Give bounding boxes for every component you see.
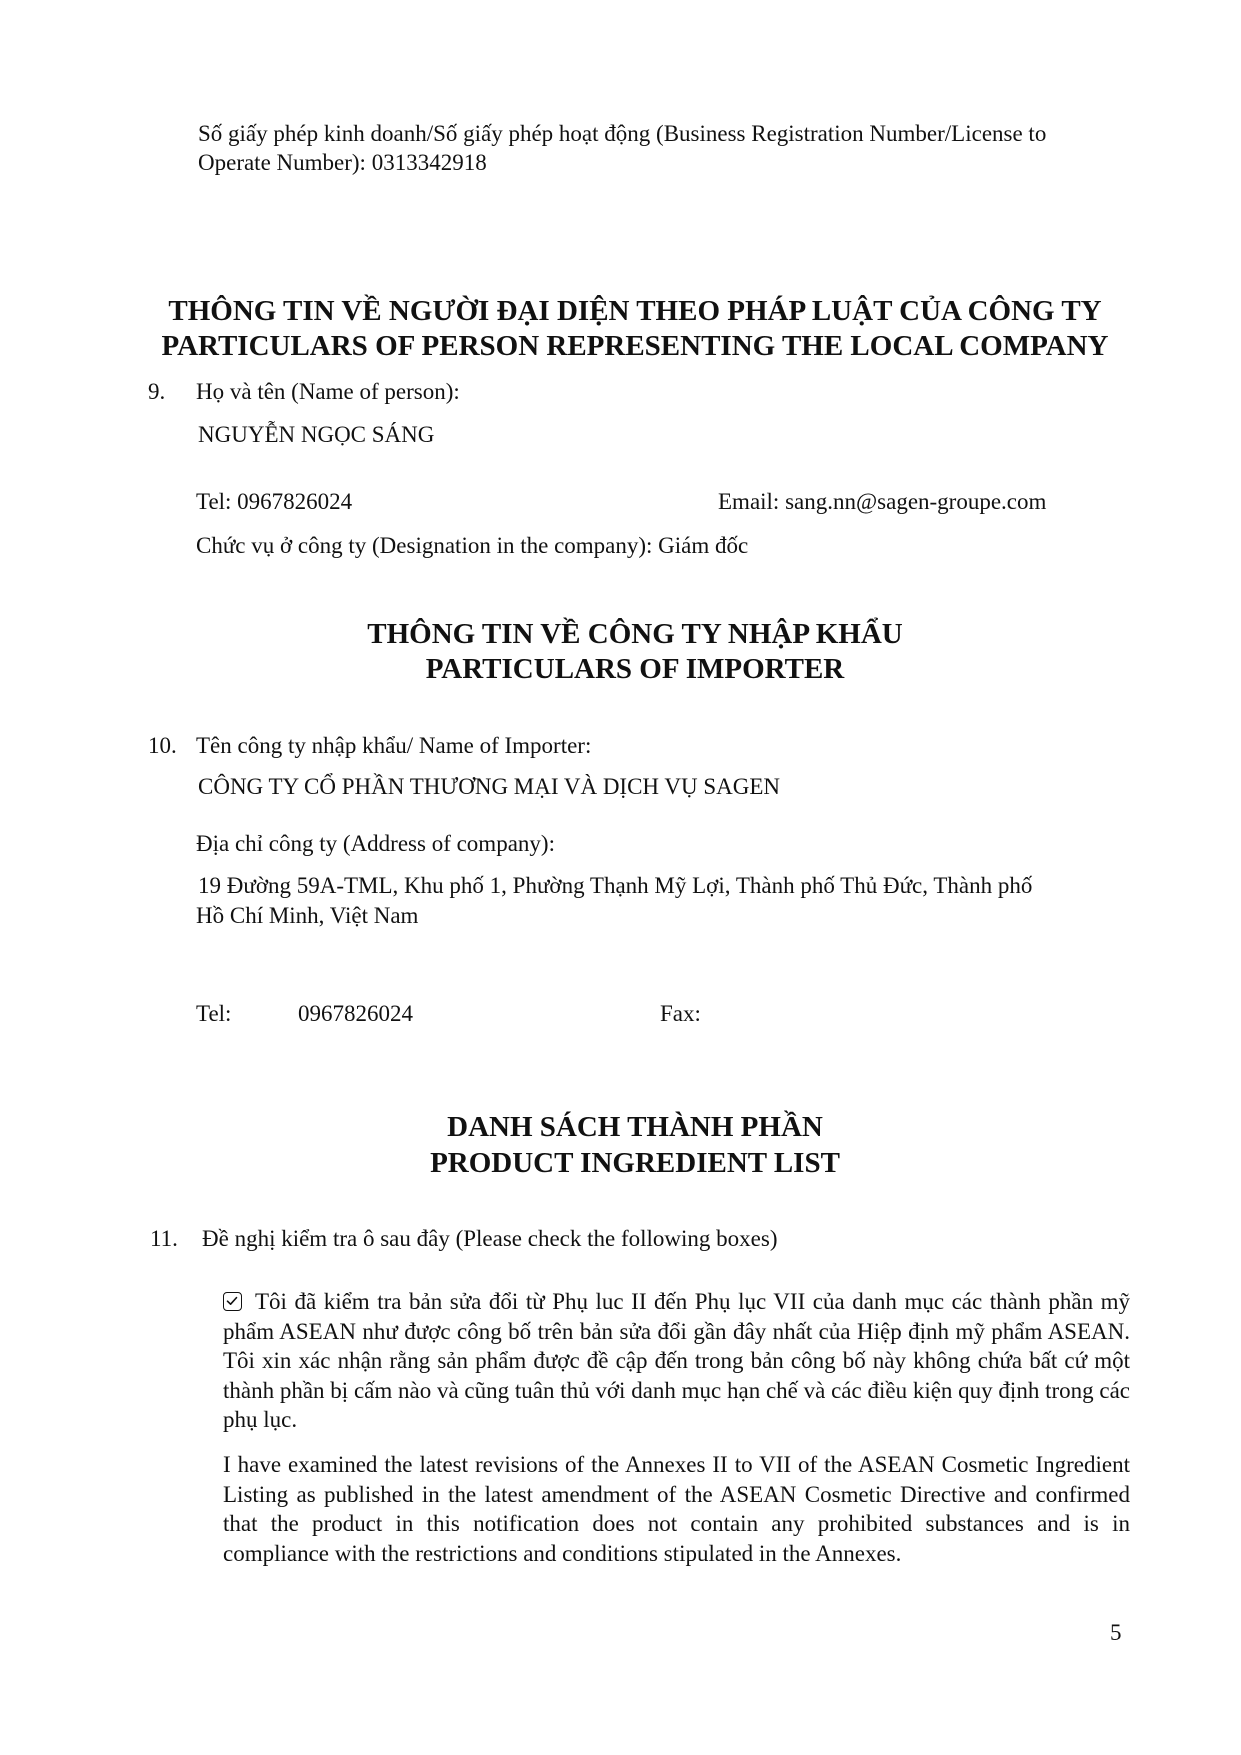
business-registration-line1: Số giấy phép kinh doanh/Số giấy phép hoạt động (Business Registration Number/License to: [198, 121, 1047, 146]
address-label: Địa chỉ công ty (Address of company):: [196, 831, 555, 856]
representative-designation: Chức vụ ở công ty (Designation in the company): Giám đốc: [196, 533, 749, 558]
ingredients-heading-vi: DANH SÁCH THÀNH PHẦN: [447, 1111, 823, 1143]
ingredients-heading-en: PRODUCT INGREDIENT LIST: [430, 1147, 840, 1179]
declaration-vi-text: Tôi đã kiểm tra bản sửa đổi từ Phụ luc II đến Phụ lục VII của danh mục các thành phần mỹ phẩm ASEAN như được công bố trên bản sửa đổi gần đây nhất của Hiệp định mỹ phẩm ASEAN. Tôi xin xác nhận rằng sản phẩm được đề cập đến trong bản công bố này không chứa bất cứ một thành phần bị cấm nào và cũng tuân thủ với danh mục hạn chế và các điều kiện quy định trong các phụ lục.: [223, 1289, 1130, 1432]
importer-heading-vi: THÔNG TIN VỀ CÔNG TY NHẬP KHẨU: [367, 618, 903, 650]
person-name-value: NGUYỄN NGỌC SÁNG: [198, 422, 435, 447]
representative-email: Email: sang.nn@sagen-groupe.com: [718, 489, 1047, 514]
compliance-checkbox[interactable]: [223, 1292, 242, 1311]
person-name-label: Họ và tên (Name of person):: [196, 379, 460, 404]
representative-heading-en: PARTICULARS OF PERSON REPRESENTING THE LOCAL COMPANY: [161, 330, 1109, 362]
importer-tel-value: 0967826024: [298, 1001, 413, 1026]
importer-heading-en: PARTICULARS OF IMPORTER: [425, 653, 845, 685]
declaration-vi-paragraph: [223, 1287, 1130, 1435]
checkmark-icon: [225, 1294, 239, 1308]
business-registration-line2: Operate Number): 0313342918: [198, 150, 487, 175]
address-line1: 19 Đường 59A-TML, Khu phố 1, Phường Thạnh Mỹ Lợi, Thành phố Thủ Đức, Thành phố: [198, 873, 1033, 898]
representative-heading-vi: THÔNG TIN VỀ NGƯỜI ĐẠI DIỆN THEO PHÁP LUẬT CỦA CÔNG TY: [168, 295, 1102, 327]
item-number-9: 9.: [148, 379, 166, 404]
item-number-10: 10.: [148, 733, 177, 758]
declaration-en-paragraph: I have examined the latest revisions of the Annexes II to VII of the ASEAN Cosmetic Ingredient Listing as published in the latest amendment of the ASEAN Cosmetic Directive and confirmed that the product in this notification does not contain any prohibited substances and is in compliance with the restrictions and conditions stipulated in the Annexes.: [223, 1452, 1130, 1566]
item-number-11: 11.: [150, 1226, 178, 1251]
page-number: 5: [1110, 1620, 1122, 1645]
representative-tel: Tel: 0967826024: [196, 489, 353, 514]
importer-tel-label: Tel:: [196, 1001, 232, 1026]
check-instruction: Đề nghị kiểm tra ô sau đây (Please check the following boxes): [202, 1226, 778, 1251]
importer-name-value: CÔNG TY CỔ PHẦN THƯƠNG MẠI VÀ DỊCH VỤ SAGEN: [198, 774, 781, 799]
importer-fax-label: Fax:: [660, 1001, 701, 1026]
importer-name-label: Tên công ty nhập khẩu/ Name of Importer:: [196, 733, 592, 758]
address-line2: Hồ Chí Minh, Việt Nam: [196, 903, 419, 928]
